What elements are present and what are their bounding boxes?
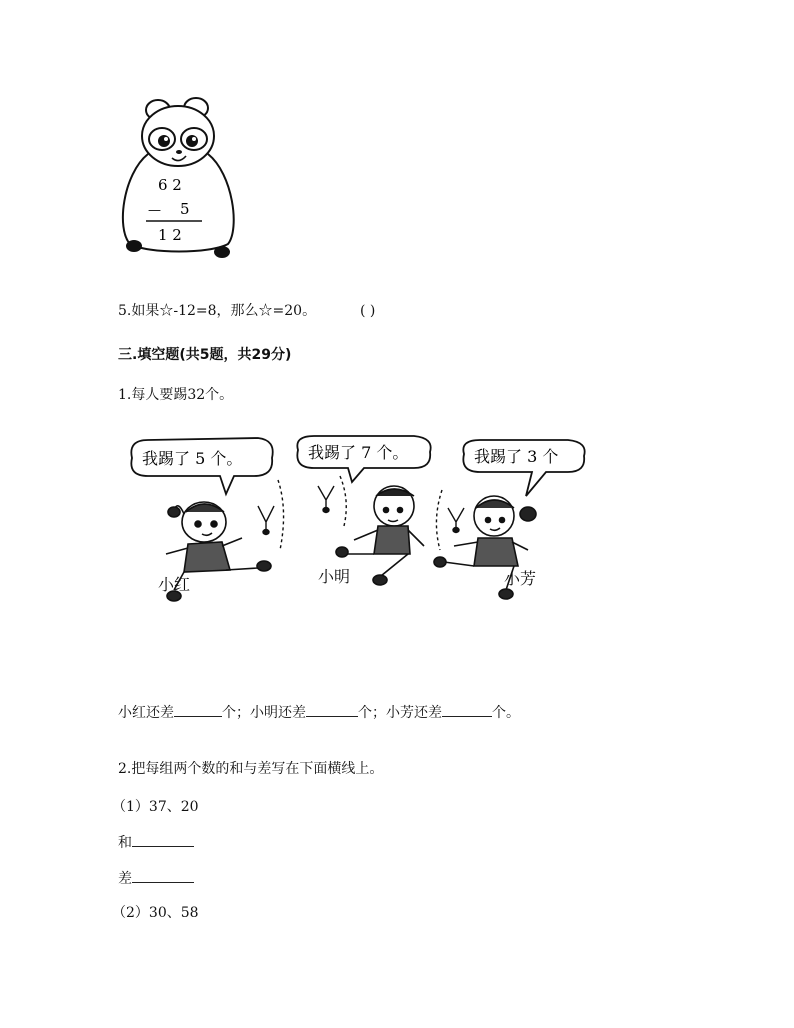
fill-2-diff-line xyxy=(118,868,194,888)
fill-2-group-1: （1）37、20 xyxy=(112,799,199,815)
question-5-text: 5.如果☆-12=8，那么☆=20。 xyxy=(118,303,317,319)
fill-2-sum-line xyxy=(118,832,194,852)
panda-left-eye xyxy=(158,135,170,147)
panda-left-foot xyxy=(126,240,142,252)
panda-right-foot xyxy=(214,246,230,258)
shuttlecock-1 xyxy=(258,480,284,550)
kids-kicking-shuttlecock-illustration xyxy=(118,430,598,615)
bubble-2-text: 我踢了 7 个。 xyxy=(308,443,409,462)
question-5 xyxy=(118,302,316,320)
panda-subtrahend: 5 xyxy=(180,200,190,218)
panda-right-eye xyxy=(186,135,198,147)
blank-xiaofang[interactable] xyxy=(442,702,492,717)
blank-xiaoming[interactable] xyxy=(306,702,358,717)
question-5-answer-paren[interactable]: ( ) xyxy=(360,303,376,319)
name-xiaohong: 小红 xyxy=(158,575,191,594)
fill-2-group-2: （2）30、58 xyxy=(112,905,199,921)
shuttlecock-3 xyxy=(436,490,464,550)
fill-1-prompt: 1.每人要踢32个。 xyxy=(118,387,234,403)
shuttlecock-2 xyxy=(318,476,346,526)
sum-blank[interactable] xyxy=(132,832,194,847)
diff-label: 差 xyxy=(118,871,132,887)
blank-xiaohong[interactable] xyxy=(174,702,222,717)
panda-subtraction-figure xyxy=(118,94,240,264)
bubble-1-text: 我踢了 5 个。 xyxy=(142,449,243,468)
diff-blank[interactable] xyxy=(132,868,194,883)
name-xiaofang: 小芳 xyxy=(504,569,537,588)
sum-label: 和 xyxy=(118,835,132,851)
panda-result: 1 2 xyxy=(158,226,182,244)
fill-2-prompt: 2.把每组两个数的和与差写在下面横线上。 xyxy=(118,761,384,777)
panda-minus-sign: — xyxy=(148,203,161,218)
panda-minuend: 6 2 xyxy=(158,176,182,194)
name-xiaoming: 小明 xyxy=(318,567,351,586)
fill-1-answer-line: 小红还差 个；小明还差 个；小芳还差 个。 xyxy=(118,702,520,722)
section-3-heading: 三.填空题(共5题，共29分) xyxy=(118,347,292,363)
bubble-3-text: 我踢了 3 个 xyxy=(474,447,559,466)
